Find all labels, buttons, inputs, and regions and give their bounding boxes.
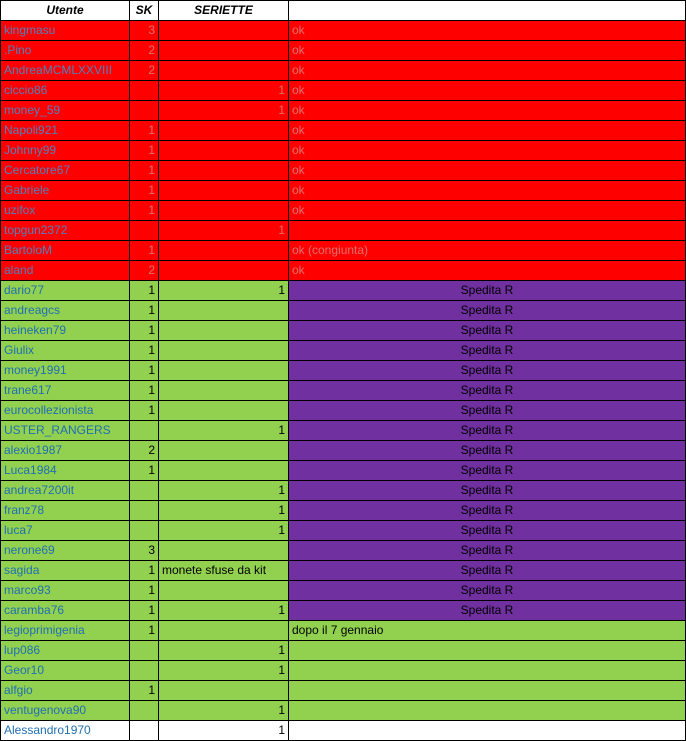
cell-note[interactable]: Spedita R: [289, 301, 686, 321]
cell-note[interactable]: [289, 701, 686, 721]
cell-user[interactable]: money1991: [1, 361, 130, 381]
cell-sk[interactable]: 2: [130, 41, 159, 61]
cell-user[interactable]: luca7: [1, 521, 130, 541]
table-row: [1, 361, 686, 381]
cell-sk[interactable]: 1: [130, 621, 159, 641]
cell-sk[interactable]: 1: [130, 461, 159, 481]
cell-sk[interactable]: 1: [130, 381, 159, 401]
cell-sk[interactable]: 1: [130, 121, 159, 141]
cell-note[interactable]: ok: [289, 101, 686, 121]
cell-note[interactable]: Spedita R: [289, 361, 686, 381]
cell-note[interactable]: [289, 221, 686, 241]
cell-sk[interactable]: 1: [130, 601, 159, 621]
cell-user[interactable]: AndreaMCMLXXVIII: [1, 61, 130, 81]
cell-seriette[interactable]: 1: [159, 701, 289, 721]
cell-sk[interactable]: [130, 101, 159, 121]
table-row: [1, 161, 686, 181]
cell-sk[interactable]: 1: [130, 681, 159, 701]
cell-user[interactable]: kingmasu: [1, 21, 130, 41]
cell-seriette[interactable]: [159, 241, 289, 261]
cell-sk[interactable]: [130, 701, 159, 721]
header-cell-note[interactable]: [289, 1, 686, 21]
table-row: [1, 561, 686, 581]
cell-sk[interactable]: 2: [130, 61, 159, 81]
cell-user[interactable]: sagida: [1, 561, 130, 581]
cell-sk[interactable]: 2: [130, 261, 159, 281]
cell-seriette[interactable]: [159, 161, 289, 181]
cell-user[interactable]: Cercatore67: [1, 161, 130, 181]
table-row: [1, 601, 686, 621]
cell-sk[interactable]: [130, 641, 159, 661]
table-body: [1, 21, 686, 741]
cell-note[interactable]: ok: [289, 61, 686, 81]
cell-seriette[interactable]: monete sfuse da kit: [159, 561, 289, 581]
cell-seriette[interactable]: [159, 321, 289, 341]
cell-user[interactable]: legioprimigenia: [1, 621, 130, 641]
cell-seriette[interactable]: [159, 681, 289, 701]
cell-seriette[interactable]: [159, 401, 289, 421]
cell-user[interactable]: Gabriele: [1, 181, 130, 201]
table-row: [1, 41, 686, 61]
cell-sk[interactable]: 1: [130, 201, 159, 221]
table-row: [1, 381, 686, 401]
cell-sk[interactable]: [130, 481, 159, 501]
table-row: [1, 341, 686, 361]
cell-seriette[interactable]: [159, 121, 289, 141]
table-row: [1, 541, 686, 561]
cell-sk[interactable]: [130, 721, 159, 741]
cell-note[interactable]: ok: [289, 141, 686, 161]
header-cell-sk[interactable]: SK: [130, 1, 159, 21]
cell-note[interactable]: ok: [289, 201, 686, 221]
table-row: [1, 61, 686, 81]
cell-user[interactable]: andreagcs: [1, 301, 130, 321]
cell-user[interactable]: eurocollezionista: [1, 401, 130, 421]
cell-user[interactable]: andrea7200it: [1, 481, 130, 501]
header-row: [1, 1, 686, 21]
cell-user[interactable]: Johnny99: [1, 141, 130, 161]
cell-note[interactable]: ok (congiunta): [289, 241, 686, 261]
cell-note[interactable]: Spedita R: [289, 441, 686, 461]
cell-user[interactable]: topgun2372: [1, 221, 130, 241]
cell-user[interactable]: alexio1987: [1, 441, 130, 461]
cell-note[interactable]: Spedita R: [289, 321, 686, 341]
cell-note[interactable]: dopo il 7 gennaio: [289, 621, 686, 641]
cell-note[interactable]: Spedita R: [289, 481, 686, 501]
table-row: [1, 501, 686, 521]
cell-note[interactable]: Spedita R: [289, 381, 686, 401]
cell-note[interactable]: ok: [289, 261, 686, 281]
table-row: [1, 421, 686, 441]
cell-seriette[interactable]: 1: [159, 281, 289, 301]
cell-user[interactable]: USTER_RANGERS: [1, 421, 130, 441]
cell-note[interactable]: [289, 661, 686, 681]
cell-user[interactable]: ventugenova90: [1, 701, 130, 721]
cell-seriette[interactable]: [159, 21, 289, 41]
cell-seriette[interactable]: 1: [159, 421, 289, 441]
cell-note[interactable]: Spedita R: [289, 541, 686, 561]
cell-user[interactable]: aland: [1, 261, 130, 281]
cell-seriette[interactable]: 1: [159, 81, 289, 101]
cell-sk[interactable]: 1: [130, 241, 159, 261]
table-row: [1, 701, 686, 721]
header-cell-seriette[interactable]: SERIETTE: [159, 1, 289, 21]
cell-user[interactable]: ciccio86: [1, 81, 130, 101]
cell-user[interactable]: BartoloM: [1, 241, 130, 261]
table-row: [1, 521, 686, 541]
cell-seriette[interactable]: 1: [159, 601, 289, 621]
cell-user[interactable]: Luca1984: [1, 461, 130, 481]
cell-note[interactable]: ok: [289, 81, 686, 101]
cell-sk[interactable]: 1: [130, 161, 159, 181]
cell-seriette[interactable]: [159, 201, 289, 221]
cell-note[interactable]: [289, 641, 686, 661]
cell-note[interactable]: Spedita R: [289, 561, 686, 581]
cell-seriette[interactable]: [159, 441, 289, 461]
cell-note[interactable]: Spedita R: [289, 581, 686, 601]
cell-seriette[interactable]: [159, 461, 289, 481]
table-row: [1, 441, 686, 461]
cell-sk[interactable]: [130, 501, 159, 521]
cell-note[interactable]: ok: [289, 161, 686, 181]
cell-sk[interactable]: 1: [130, 561, 159, 581]
cell-sk[interactable]: 3: [130, 21, 159, 41]
cell-seriette[interactable]: [159, 61, 289, 81]
cell-seriette[interactable]: [159, 141, 289, 161]
cell-seriette[interactable]: 1: [159, 221, 289, 241]
cell-seriette[interactable]: 1: [159, 101, 289, 121]
table-row: [1, 661, 686, 681]
cell-user[interactable]: Giulix: [1, 341, 130, 361]
cell-sk[interactable]: [130, 81, 159, 101]
cell-user[interactable]: uzifox: [1, 201, 130, 221]
cell-sk[interactable]: 1: [130, 301, 159, 321]
cell-sk[interactable]: 1: [130, 141, 159, 161]
cell-sk[interactable]: [130, 661, 159, 681]
cell-user[interactable]: marco93: [1, 581, 130, 601]
cell-seriette[interactable]: 1: [159, 521, 289, 541]
cell-sk[interactable]: 3: [130, 541, 159, 561]
table-row: [1, 21, 686, 41]
cell-note[interactable]: [289, 681, 686, 701]
cell-note[interactable]: Spedita R: [289, 341, 686, 361]
cell-note[interactable]: Spedita R: [289, 421, 686, 441]
cell-note[interactable]: ok: [289, 41, 686, 61]
table-row: [1, 261, 686, 281]
cell-seriette[interactable]: 1: [159, 721, 289, 741]
cell-note[interactable]: ok: [289, 121, 686, 141]
cell-note[interactable]: [289, 721, 686, 741]
cell-sk[interactable]: [130, 421, 159, 441]
cell-user[interactable]: money_59: [1, 101, 130, 121]
cell-user[interactable]: dario77: [1, 281, 130, 301]
table-row: [1, 201, 686, 221]
cell-note[interactable]: ok: [289, 21, 686, 41]
cell-user[interactable]: Napoli921: [1, 121, 130, 141]
cell-note[interactable]: Spedita R: [289, 501, 686, 521]
table-row: [1, 221, 686, 241]
cell-user[interactable]: lup086: [1, 641, 130, 661]
cell-seriette[interactable]: [159, 41, 289, 61]
table-row: [1, 301, 686, 321]
cell-seriette[interactable]: 1: [159, 661, 289, 681]
cell-user[interactable]: franz78: [1, 501, 130, 521]
cell-note[interactable]: Spedita R: [289, 601, 686, 621]
cell-seriette[interactable]: [159, 341, 289, 361]
cell-seriette[interactable]: [159, 381, 289, 401]
cell-seriette[interactable]: 1: [159, 501, 289, 521]
cell-user[interactable]: Alessandro1970: [1, 721, 130, 741]
table-header: [1, 1, 686, 21]
cell-user[interactable]: nerone69: [1, 541, 130, 561]
cell-sk[interactable]: [130, 521, 159, 541]
cell-user[interactable]: trane617: [1, 381, 130, 401]
table-row: [1, 141, 686, 161]
cell-user[interactable]: Geor10: [1, 661, 130, 681]
cell-note[interactable]: Spedita R: [289, 461, 686, 481]
cell-note[interactable]: ok: [289, 181, 686, 201]
table-row: [1, 241, 686, 261]
table-row: [1, 121, 686, 141]
table-row: [1, 101, 686, 121]
table-row: [1, 461, 686, 481]
table-row: [1, 481, 686, 501]
cell-sk[interactable]: [130, 221, 159, 241]
cell-sk[interactable]: 1: [130, 321, 159, 341]
table-row: [1, 641, 686, 661]
cell-note[interactable]: Spedita R: [289, 521, 686, 541]
cell-sk[interactable]: 1: [130, 401, 159, 421]
cell-seriette[interactable]: [159, 361, 289, 381]
header-cell-user[interactable]: Utente: [1, 1, 130, 21]
cell-sk[interactable]: 2: [130, 441, 159, 461]
cell-sk[interactable]: 1: [130, 361, 159, 381]
cell-seriette[interactable]: [159, 301, 289, 321]
table-row: [1, 681, 686, 701]
table-row: [1, 281, 686, 301]
cell-seriette[interactable]: [159, 621, 289, 641]
table-row: [1, 581, 686, 601]
cell-seriette[interactable]: [159, 581, 289, 601]
cell-user[interactable]: caramba76: [1, 601, 130, 621]
cell-sk[interactable]: 1: [130, 181, 159, 201]
cell-sk[interactable]: 1: [130, 281, 159, 301]
cell-seriette[interactable]: [159, 181, 289, 201]
cell-sk[interactable]: 1: [130, 581, 159, 601]
cell-user[interactable]: alfgio: [1, 681, 130, 701]
table-row: [1, 401, 686, 421]
table-row: [1, 721, 686, 741]
cell-seriette[interactable]: 1: [159, 641, 289, 661]
table-row: [1, 181, 686, 201]
table-row: [1, 621, 686, 641]
cell-user[interactable]: heineken79: [1, 321, 130, 341]
cell-note[interactable]: Spedita R: [289, 281, 686, 301]
cell-note[interactable]: Spedita R: [289, 401, 686, 421]
cell-user[interactable]: .Pino: [1, 41, 130, 61]
cell-seriette[interactable]: [159, 541, 289, 561]
cell-sk[interactable]: 1: [130, 341, 159, 361]
table-row: [1, 321, 686, 341]
table-row: [1, 81, 686, 101]
cell-seriette[interactable]: [159, 261, 289, 281]
cell-seriette[interactable]: 1: [159, 481, 289, 501]
